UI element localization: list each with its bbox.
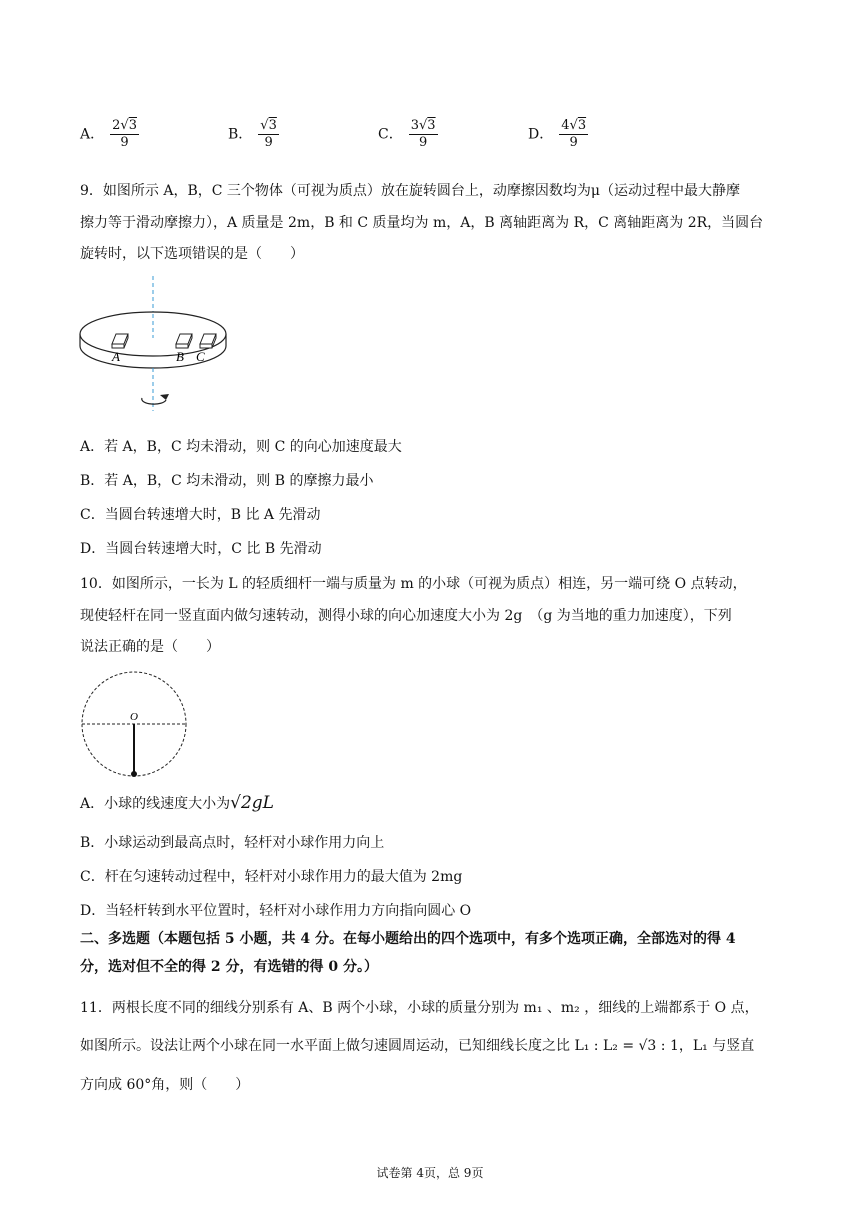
option-label: B． xyxy=(228,126,253,143)
q9-text-line2: 擦力等于滑动摩擦力），A 质量是 2m，B 和 C 质量均为 m，A，B 离轴距离为 R，C 离轴距离为 2R，当圆台 xyxy=(80,215,764,231)
q10-rod-figure xyxy=(76,668,192,780)
rotation-arrow-icon xyxy=(142,398,166,404)
radicand: 3 xyxy=(427,118,436,133)
radicand: 3 xyxy=(577,118,587,133)
option-c xyxy=(378,118,438,151)
q10-option-b: B．小球运动到最高点时，轻杆对小球作用力向上 xyxy=(80,835,385,851)
q9-option-a: A．若 A，B，C 均未滑动，则 C 的向心加速度最大 xyxy=(80,439,402,455)
denominator: 9 xyxy=(569,135,578,150)
q10-option-a xyxy=(80,793,274,814)
q11-text-line3: 方向成 60°角，则（ ） xyxy=(80,1077,250,1093)
q9-text-line1: 9．如图所示 A，B，C 三个物体（可视为质点）放在旋转圆台上，动摩擦因数均为μ（运动过程中最大静摩 xyxy=(80,183,741,199)
q10-text-line2: 现使轻杆在同一竖直面内做匀速转动，测得小球的向心加速度大小为 2g （g 为当地的重力加速度），下列 xyxy=(80,608,732,624)
option-label: C． xyxy=(378,126,403,143)
q11-text-line1: 11．两根长度不同的细线分别系有 A、B 两个小球，小球的质量分别为 m₁ 、m₂ ，细线的上端都系于 O 点， xyxy=(80,1000,759,1016)
q9-option-d: D．当圆台转速增大时，C 比 B 先滑动 xyxy=(80,541,322,557)
coef: 4 xyxy=(561,118,570,133)
coef: 3 xyxy=(410,118,419,133)
fraction: $\frac{2√3}{9}$ xyxy=(112,118,137,150)
page-footer: 试卷第 4页，总 9页 xyxy=(376,1166,484,1180)
q9-option-b: B．若 A，B，C 均未滑动，则 B 的摩擦力最小 xyxy=(80,473,374,489)
label-b: B xyxy=(176,349,184,364)
q10-option-c: C．杆在匀速转动过程中，轻杆对小球作用力的最大值为 2mg xyxy=(80,869,463,885)
fraction: $\frac{4√3}{9}$ xyxy=(561,118,587,150)
arrowhead-icon xyxy=(160,394,169,400)
label-o: O xyxy=(130,711,138,723)
q10-option-d: D．当轻杆转到水平位置时，轻杆对小球作用力方向指向圆心 O xyxy=(80,903,472,919)
q9-text-line3: 旋转时，以下选项错误的是（ ） xyxy=(80,246,304,262)
radicand: 3 xyxy=(268,118,277,133)
coef: 2 xyxy=(112,118,121,133)
denominator: 9 xyxy=(419,135,428,150)
q10-text-line3: 说法正确的是（ ） xyxy=(80,639,220,655)
label-c: C xyxy=(196,349,205,364)
label-a: A xyxy=(112,349,120,364)
fraction: $\frac{√3}{9}$ xyxy=(260,118,277,150)
q11-text-line2: 如图所示。设法让两个小球在同一水平面上做匀速圆周运动，已知细线长度之比 L₁ : L₂ = √3 : 1，L₁ 与竖直 xyxy=(80,1038,755,1054)
option-label: A． xyxy=(80,126,105,143)
option-d xyxy=(528,118,588,151)
q9-option-c: C．当圆台转速增大时，B 比 A 先滑动 xyxy=(80,507,321,523)
denominator: 9 xyxy=(264,135,273,150)
option-a-text: A．小球的线速度大小为 xyxy=(80,796,231,812)
q9-turntable-figure xyxy=(76,276,236,416)
q10-text-line1: 10．如图所示，一长为 L 的轻质细杆一端与质量为 m 的小球（可视为质点）相连，另一端可绕 O 点转动， xyxy=(80,576,747,592)
option-b xyxy=(228,118,279,151)
radicand: 3 xyxy=(128,118,137,133)
ball xyxy=(131,771,137,777)
option-a xyxy=(80,118,139,151)
denominator: 9 xyxy=(120,135,129,150)
fraction: $\frac{3√3}{9}$ xyxy=(410,118,436,150)
option-label: D． xyxy=(528,126,554,143)
option-a-formula: √2gL xyxy=(230,793,274,813)
section2-heading-line2: 分，选对但不全的得 2 分，有选错的得 0 分。） xyxy=(80,959,378,975)
section2-heading-line1: 二、多选题（本题包括 5 小题，共 4 分。在每小题给出的四个选项中，有多个选项正确，全部选对的得 4 xyxy=(80,931,736,947)
